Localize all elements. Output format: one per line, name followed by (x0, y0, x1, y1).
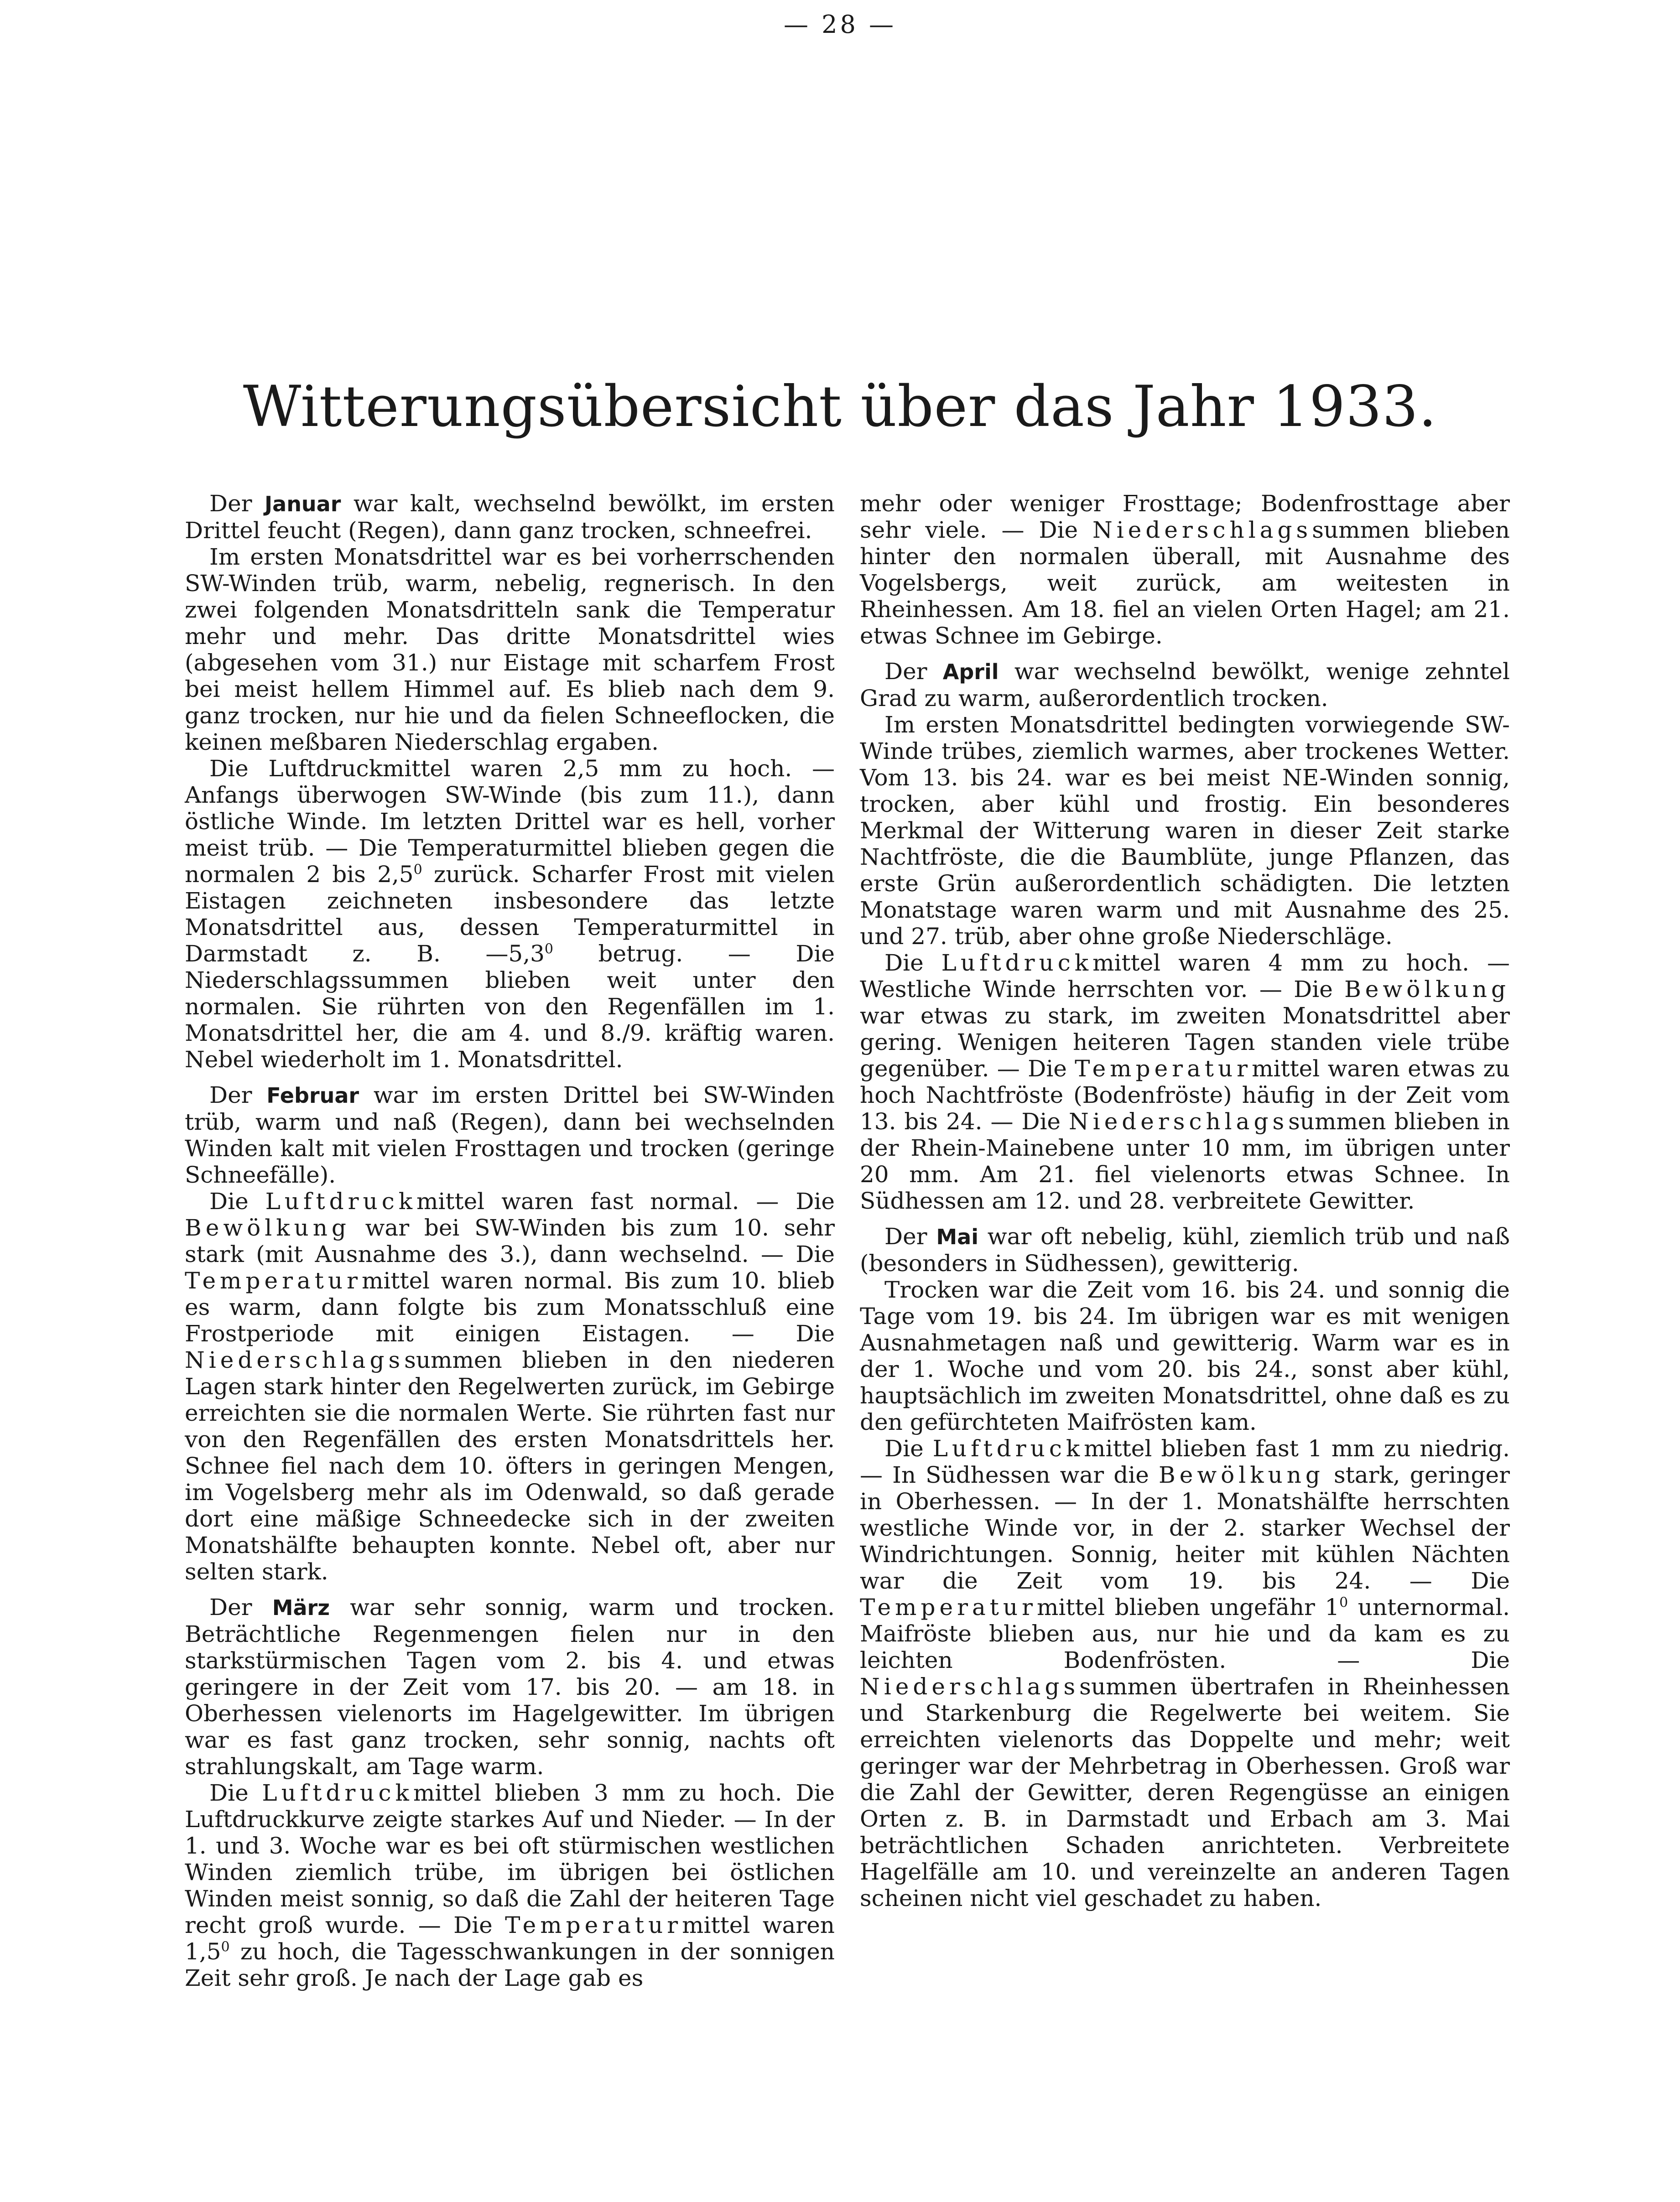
paragraph-r2 (860, 658, 1510, 711)
paragraph-l2 (185, 544, 835, 755)
spaced-term: Temperatur (185, 1267, 362, 1294)
paragraph-r3 (860, 711, 1510, 950)
text-run: mittel waren etwas zu hoch Nachtfröste (Bodenfröste) häufig in der Zeit vom 13. bis 24. — Die (860, 1055, 1510, 1135)
text-run: Der (209, 1082, 267, 1108)
paragraph-l3 (185, 755, 835, 1073)
degree-superscript: 0 (413, 862, 422, 878)
text-run: Die (209, 1188, 265, 1215)
page-title: Witterungsübersicht über das Jahr 1933. (243, 374, 1437, 440)
degree-superscript: 0 (221, 1939, 230, 1955)
text-run: Trocken war die Zeit vom 16. bis 24. und sonnig die Tage vom 19. bis 24. Im übrigen war es mit wenigen Ausnahmetagen naß und gewitterig. Warm war es in der 1. Woche und vom 20. bis 24., sonst aber kühl, hauptsächlich im zweiten Monatsdrittel, ohne daß es zu den gefürchteten Maifrösten kam. (860, 1277, 1510, 1435)
spaced-term: Bewölkung (185, 1215, 350, 1241)
text-run: Die (884, 1435, 933, 1462)
text-run: summen blieben in der Rhein-Mainebene unter 10 mm, im übrigen unter 20 mm. Am 21. fiel vielenorts etwas Schnee. In Südhessen am 12. und 28. verbreitete Gewitter. (860, 1108, 1510, 1214)
spaced-term: Bewölkung (1344, 976, 1510, 1002)
degree-superscript: 0 (544, 941, 553, 957)
text-run: mittel waren 4 mm zu hoch. — Westliche Winde herrschten vor. — Die (860, 950, 1510, 1002)
paragraph-l1 (185, 490, 835, 544)
text-run: Der (209, 490, 265, 517)
spaced-term: Niederschlags (185, 1347, 405, 1373)
text-run: Die (209, 1780, 262, 1806)
paragraph-r7 (860, 1435, 1510, 1911)
spaced-term: Luftdruck (932, 1435, 1084, 1462)
text-run: war kalt, wechselnd bewölkt, im ersten Drittel feucht (Regen), dann ganz trocken, schneefrei. (185, 490, 835, 544)
paragraph-r4 (860, 950, 1510, 1214)
paragraph-l7 (185, 1780, 835, 1991)
text-run: unternormal. Maifröste blieben aus, nur hie und da kam es zu leichten Bodenfrösten. — Die (860, 1594, 1510, 1673)
month-heading: Februar (266, 1083, 359, 1108)
month-heading: Januar (265, 492, 341, 516)
month-heading: Mai (936, 1225, 978, 1249)
spaced-term: Luftdruck (265, 1188, 416, 1215)
text-run: Der (884, 1223, 936, 1250)
paragraph-r6 (860, 1277, 1510, 1435)
paragraph-r1 (860, 490, 1510, 649)
spaced-term: Niederschlags (860, 1673, 1080, 1700)
text-run: summen übertrafen in Rheinhessen und Starkenburg die Regelwerte bei weitem. Sie erreichten vielenorts das Doppelte und mehr; weit geringer war der Mehrbetrag in Oberhessen. Groß war die Zahl der Gewitter, deren Regengüsse an einigen Orten z. B. in Darmstadt und Erbach am 3. Mai beträchtlichen Schaden anrichteten. Verbreitete Hagelfälle am 10. und vereinzelte an anderen Tagen scheinen nicht viel geschadet zu haben. (860, 1673, 1510, 1911)
text-run: war sehr sonnig, warm und trocken. Beträchtliche Regenmengen fielen nur in den starkstürmischen Tagen vom 2. bis 4. und etwas geringere in der Zeit vom 17. bis 20. — am 18. in Oberhessen vielenorts im Hagelgewitter. Im übrigen war es fast ganz trocken, sehr sonnig, nachts oft strahlungskalt, am Tage warm. (185, 1594, 835, 1780)
spaced-term: Temperatur (505, 1912, 682, 1938)
text-run: mittel blieben ungefähr 1 (1036, 1594, 1340, 1620)
paragraph-r5 (860, 1223, 1510, 1277)
text-run: stark, geringer in Oberhessen. — In der 1. Monatshälfte herrschten westliche Winde vor, in der 2. starker Wechsel der Windrichtungen. Sonnig, heiter mit kühlen Nächten war die Zeit vom 19. bis 24. — Die (860, 1462, 1510, 1594)
text-run: zurück. Scharfer Frost mit vielen Eistagen zeichneten insbesondere das letzte Monatsdrittel aus, dessen Temperaturmittel in Darmstadt z. B. —5,3 (185, 861, 835, 967)
right-column (860, 490, 1510, 1911)
text-run: war etwas zu stark, im zweiten Monatsdrittel aber gering. Wenigen heiteren Tagen standen viele trübe gegenüber. — Die (860, 1002, 1510, 1082)
text-run: mittel blieben fast 1 mm zu niedrig. — In Südhessen war die (860, 1435, 1510, 1488)
text-run: Im ersten Monatsdrittel war es bei vorherrschenden SW-Winden trüb, warm, nebelig, regnerisch. In den zwei folgenden Monatsdritteln sank die Temperatur mehr und mehr. Das dritte Monatsdrittel wies (abgesehen vom 31.) nur Eistage mit scharfem Frost bei meist hellem Himmel auf. Es blieb nach dem 9. ganz trocken, nur hie und da fielen Schneeflocken, die keinen meßbaren Niederschlag ergaben. (185, 544, 835, 755)
paragraph-l5 (185, 1188, 835, 1585)
text-run: war im ersten Drittel bei SW-Winden trüb, warm und naß (Regen), dann bei wechselnden Winden kalt mit vielen Frosttagen und trocken (geringe Schneefälle). (185, 1082, 835, 1188)
spaced-term: Luftdruck (941, 950, 1093, 976)
spaced-term: Temperatur (860, 1594, 1037, 1620)
text-run: war bei SW-Winden bis zum 10. sehr stark (mit Ausnahme des 3.), dann wechselnd. — Die (185, 1215, 835, 1267)
text-run: mehr oder weniger Frosttage; Bodenfrosttage aber sehr viele. — Die (860, 490, 1510, 543)
degree-superscript: 0 (1339, 1594, 1348, 1611)
text-run: mittel blieben 3 mm zu hoch. Die Luftdruckkurve zeigte starkes Auf und Nieder. — In der 1. und 3. Woche war es bei oft stürmischen westlichen Winden ziemlich trübe, im übrigen bei östlichen Winden meist sonnig, so daß die Zahl der heiteren Tage recht groß wurde. — Die (185, 1780, 835, 1938)
spaced-term: Temperatur (1075, 1055, 1252, 1082)
text-run: war oft nebelig, kühl, ziemlich trüb und naß (besonders in Südhessen), gewitterig. (860, 1223, 1510, 1277)
text-run: Die Luftdruckmittel waren 2,5 mm zu hoch. — Anfangs überwogen SW-Winde (bis zum 11.), dann östliche Winde. Im letzten Drittel war es hell, vorher meist trüb. — Die Temperaturmittel blieben gegen die normalen 2 bis 2,5 (185, 755, 835, 888)
month-heading: April (942, 660, 999, 684)
paragraph-l6 (185, 1594, 835, 1780)
spaced-term: Luftdruck (262, 1780, 413, 1806)
text-run: mittel waren normal. Bis zum 10. blieb es warm, dann folgte bis zum Monatsschluß eine Frostperiode mit einigen Eistagen. — Die (185, 1267, 835, 1347)
text-run: Der (209, 1594, 272, 1620)
text-run: summen blieben in den niederen Lagen stark hinter den Regelwerten zurück, im Gebirge erreichten sie die normalen Werte. Sie rührten fast nur von den Regenfällen des ersten Monatsdrittels her. Schnee fiel nach dem 10. öfters in geringen Mengen, im Vogelsberg mehr als im Odenwald, so daß gerade dort eine mäßige Schneedecke sich in der zweiten Monatshälfte behaupten konnte. Nebel oft, aber nur selten stark. (185, 1347, 835, 1585)
text-run: mittel waren fast normal. — Die (416, 1188, 835, 1215)
left-column (185, 490, 835, 1991)
spaced-term: Niederschlags (1068, 1108, 1289, 1135)
page-number: — 28 — (783, 10, 897, 39)
month-heading: März (272, 1595, 330, 1620)
text-run: mittel waren 1,5 (185, 1912, 835, 1965)
text-run: betrug. — Die Niederschlagssummen blieben weit unter den normalen. Sie rührten von den Regenfällen im 1. Monatsdrittel her, die am 4. und 8./9. kräftig waren. Nebel wiederholt im 1. Monatsdrittel. (185, 940, 835, 1073)
spaced-term: Niederschlags (1092, 517, 1312, 543)
text-run: Der (884, 658, 943, 685)
text-run: summen blieben hinter den normalen überall, mit Ausnahme des Vogelsbergs, weit zurück, am weitesten in Rheinhessen. Am 18. fiel an vielen Orten Hagel; am 21. etwas Schnee im Gebirge. (860, 517, 1510, 649)
text-run: Die (884, 950, 941, 976)
text-run: war wechselnd bewölkt, wenige zehntel Grad zu warm, außerordentlich trocken. (860, 658, 1510, 711)
paragraph-l4 (185, 1082, 835, 1188)
text-run: Im ersten Monatsdrittel bedingten vorwiegende SW-Winde trübes, ziemlich warmes, aber trockenes Wetter. Vom 13. bis 24. war es bei meist NE-Winden sonnig, trocken, aber kühl und frostig. Ein besonderes Merkmal der Witterung waren in dieser Zeit starke Nachtfröste, die die Baumblüte, junge Pflanzen, das erste Grün außerordentlich schädigten. Die letzten Monatstage waren warm und mit Ausnahme des 25. und 27. trüb, aber ohne große Niederschläge. (860, 711, 1510, 950)
spaced-term: Bewölkung (1158, 1462, 1324, 1488)
text-run: zu hoch, die Tagesschwankungen in der sonnigen Zeit sehr groß. Je nach der Lage gab es (185, 1938, 835, 1991)
